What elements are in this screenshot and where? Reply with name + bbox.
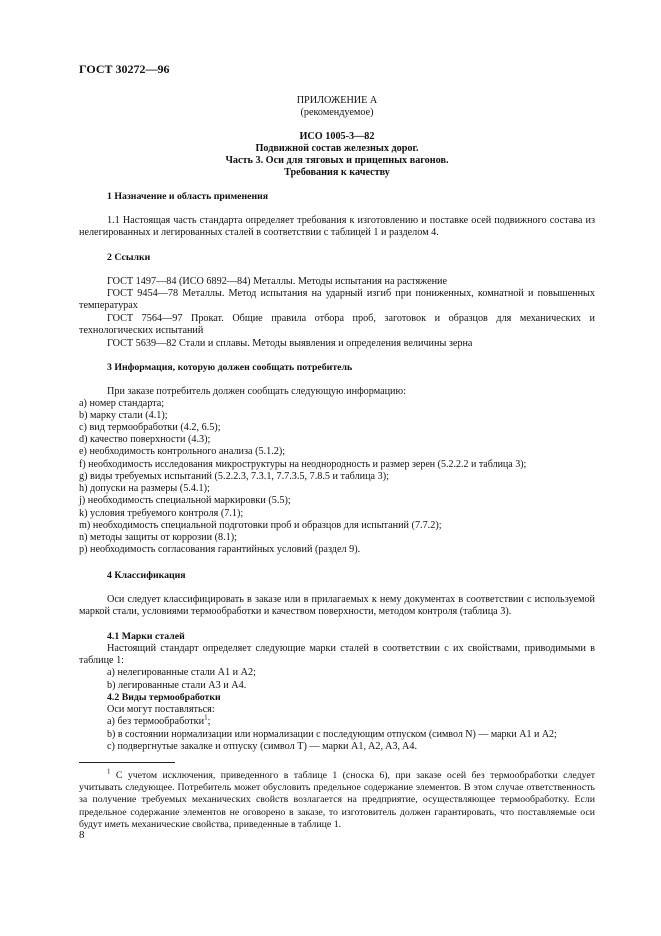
reference-item: ГОСТ 1497—84 (ИСО 6892—84) Металлы. Методы испытания на растяжение: [107, 276, 448, 287]
subsection-4-1-heading: 4.1 Марки сталей: [107, 631, 185, 642]
footnote-text: С учетом исключения, приведенного в таблице 1 (сноска 6), при заказе осей без термообработки следует учитывать следующее. Потребитель может обусловить предельное содержание элементов. В этом случае ответственность за получение требуемых механических свойств возлагается на предприятие, осуществляющее термообработку. Если предельное содержание элементов не оговорено в заказе, то изготовитель должен гарантировать, что поставляемые оси будут иметь механические свойства, приведенные в таблице 1.: [79, 770, 595, 830]
list-item: b) марку стали (4.1);: [79, 410, 168, 421]
section-4-text: Оси следует классифицировать в заказе или в прилагаемых к нему документах в соответствии с используемой маркой стали, условиями термообработки и качеством поверхности, методом контроля (таблица 3).: [79, 594, 595, 618]
subsection-4-2-heading: 4.2 Виды термообработки: [107, 692, 221, 703]
reference-item: ГОСТ 9454—78 Металлы. Метод испытания на ударный изгиб при пониженных, комнатной и повышенных температурах: [79, 288, 595, 312]
section-3-intro: При заказе потребитель должен сообщать следующую информацию:: [107, 386, 406, 397]
section-3-heading: 3 Информация, которую должен сообщать потребитель: [107, 362, 353, 373]
page-number: 8: [79, 829, 85, 841]
list-item: g) виды требуемых испытаний (5.2.2.3, 7.3.1, 7.7.3.5, 7.8.5 и таблица 3);: [79, 471, 389, 482]
footnote: [79, 767, 595, 831]
list-item: b) легированные стали A3 и A4.: [107, 680, 247, 691]
list-item: m) необходимость специальной подготовки проб и образцов для испытаний (7.7.2);: [79, 520, 442, 531]
iso-code: ИСО 1005-3—82: [299, 131, 375, 142]
list-item: k) условия требуемого контроля (7.1);: [79, 508, 244, 519]
list-item: p) необходимость согласования гарантийных условий (раздел 9).: [79, 544, 361, 555]
list-item: e) необходимость контрольного анализа (5.1.2);: [79, 446, 286, 457]
list-item: b) в состоянии нормализации или нормализации с последующим отпуском (символ N) — марки A1 и A2;: [107, 729, 557, 740]
subsection-4-2-intro: Оси могут поставляться:: [107, 704, 215, 715]
title-line-2: Часть 3. Оси для тяговых и прицепных вагонов.: [225, 155, 449, 166]
subsection-4-1-text: Настоящий стандарт определяет следующие марки сталей в соответствии с их свойствами, приводимыми в таблице 1:: [79, 643, 595, 667]
reference-item: ГОСТ 7564—97 Прокат. Общие правила отбора проб, заготовок и образцов для механических и технологических испытаний: [79, 313, 595, 337]
title-line-1: Подвижной состав железных дорог.: [255, 143, 419, 154]
list-item-punctuation: ;: [207, 716, 211, 727]
appendix-subtitle: (рекомендуемое): [300, 107, 374, 118]
list-item: h) допуски на размеры (5.4.1);: [79, 483, 210, 494]
list-item: [107, 713, 211, 728]
list-item: d) качество поверхности (4.3);: [79, 434, 211, 445]
standard-header: ГОСТ 30272—96: [79, 62, 170, 76]
footnote-separator: [79, 762, 175, 763]
list-item: a) нелегированные стали A1 и A2;: [107, 667, 256, 678]
section-2-heading: 2 Ссылки: [107, 252, 151, 263]
list-item-text: a) без термообработки: [107, 716, 205, 727]
section-1-heading: 1 Назначение и область применения: [107, 191, 269, 202]
list-item: c) вид термообработки (4.2, 6.5);: [79, 422, 221, 433]
list-item: c) подвергнутые закалке и отпуску (символ T) — марки A1, A2, A3, A4.: [107, 741, 417, 752]
list-item: n) методы защиты от коррозии (8.1);: [79, 532, 237, 543]
section-1-text: 1.1 Настоящая часть стандарта определяет требования к изготовлению и поставке осей подвижного состава из нелегированных и легированных сталей в соответствии с таблицей 1 и разделом 4.: [79, 215, 595, 239]
list-item: a) номер стандарта;: [79, 398, 165, 409]
list-item: j) необходимость специальной маркировки (5.5);: [79, 495, 291, 506]
reference-item: ГОСТ 5639—82 Стали и сплавы. Методы выявления и определения величины зерна: [107, 338, 473, 349]
section-4-heading: 4 Классификация: [107, 570, 186, 581]
appendix-title: ПРИЛОЖЕНИЕ А: [296, 95, 378, 106]
footnote-reference[interactable]: 1: [204, 713, 208, 722]
title-line-3: Требования к качеству: [284, 167, 390, 178]
list-item: f) необходимость исследования микроструктуры на неоднородность и размер зерен (5.2.2.2 и таблица 3);: [79, 459, 527, 470]
footnote-mark: 1: [107, 767, 111, 776]
